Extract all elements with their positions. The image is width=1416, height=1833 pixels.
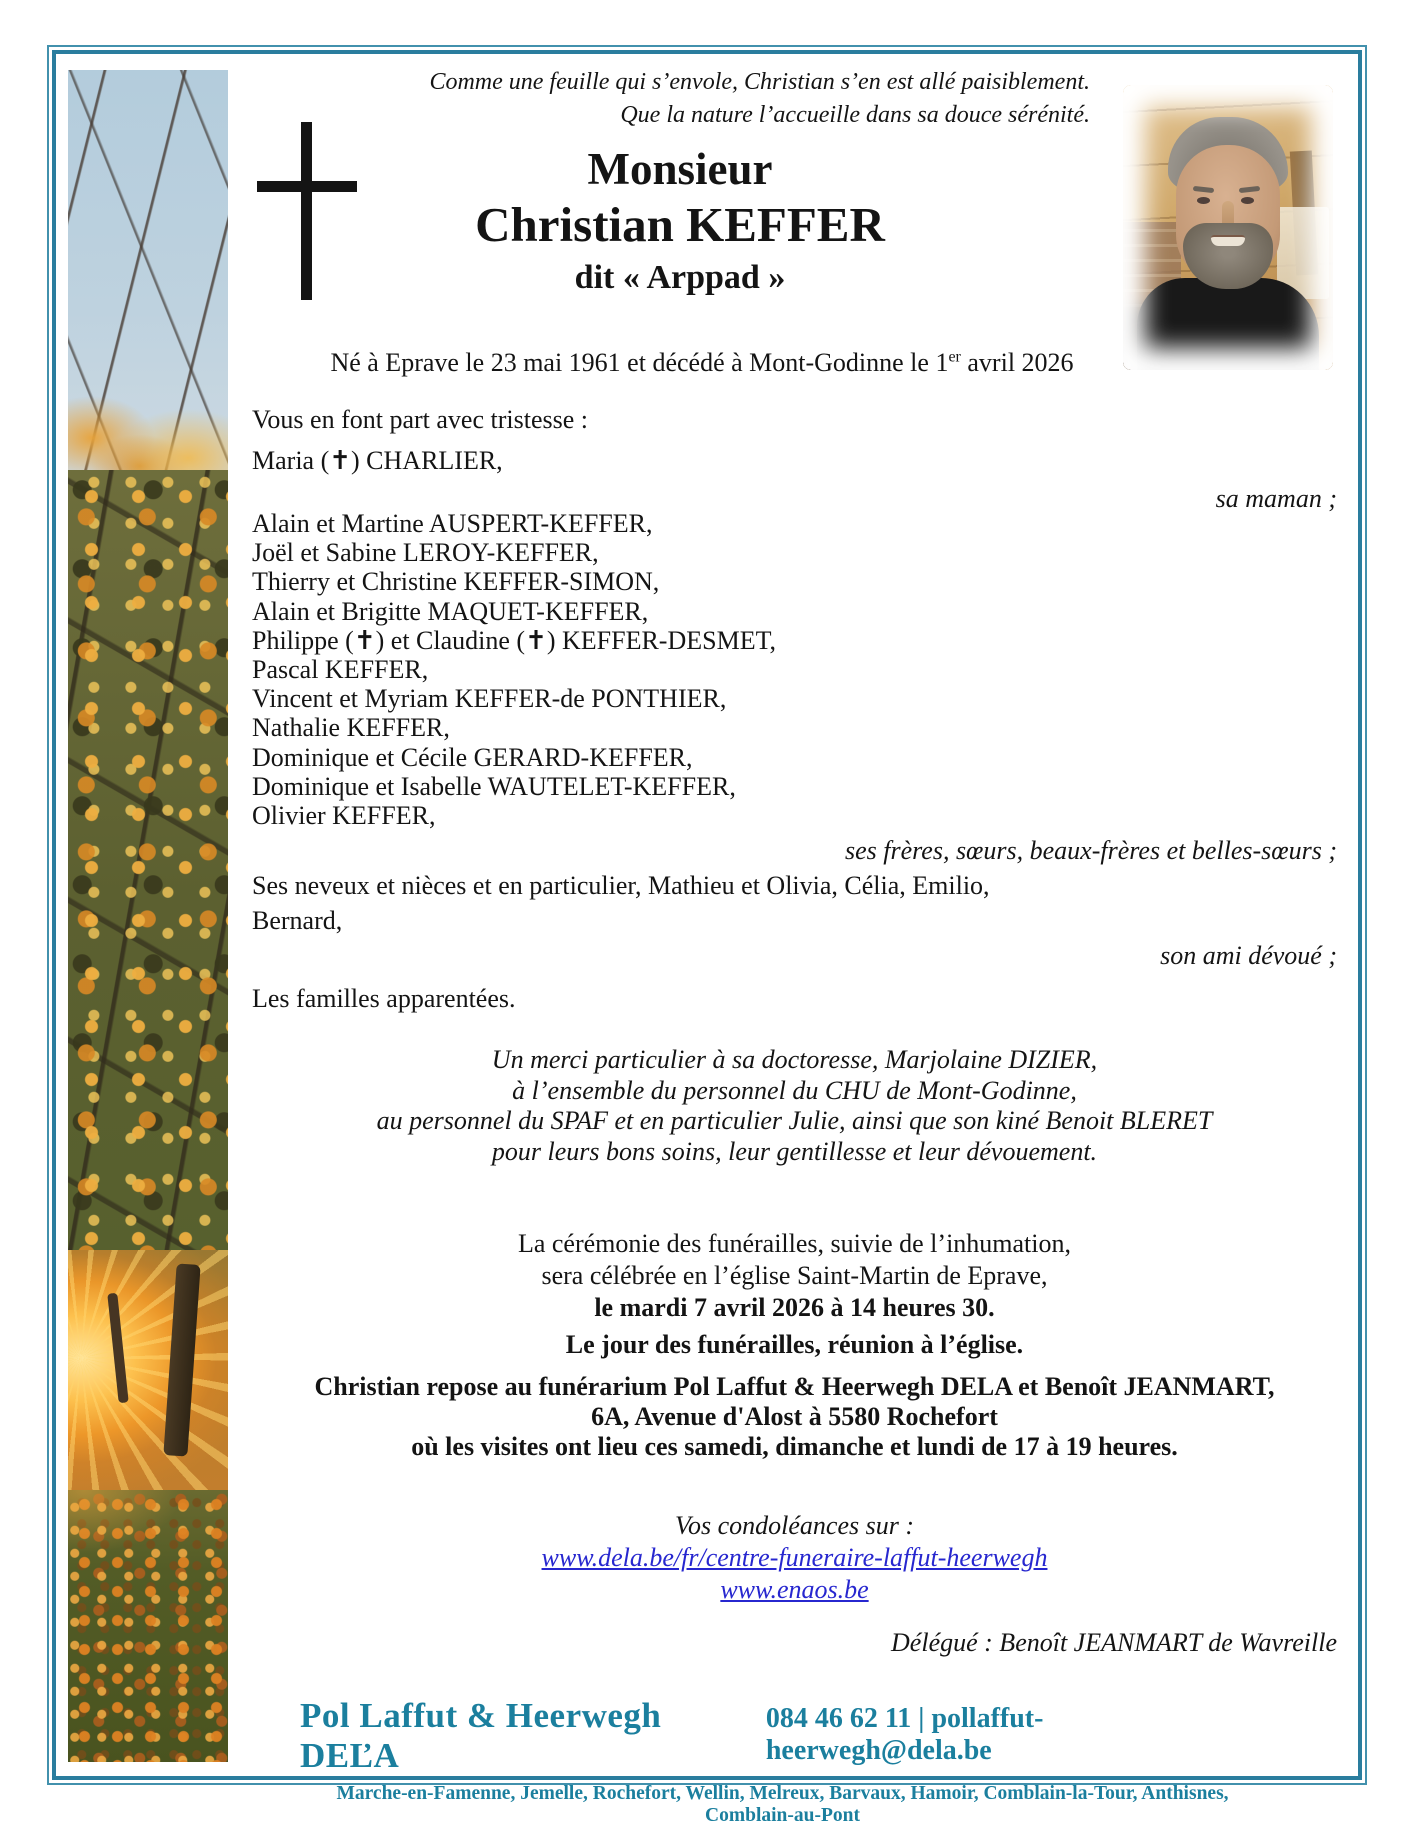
ceremony-line: La cérémonie des funérailles, suivie de l’inhumation, bbox=[517, 1229, 1072, 1258]
ceremony-date-line: le mardi 7 avril 2026 à 14 heures 30. bbox=[594, 1293, 995, 1322]
repose-visits-line: où les visites ont lieu ces samedi, dimanche et lundi de 17 à 19 heures. bbox=[411, 1432, 1178, 1461]
photo-sunburst-band bbox=[68, 1250, 228, 1490]
condolences-link-dela[interactable]: www.dela.be/fr/centre-funeraire-laffut-heerwegh bbox=[541, 1543, 1048, 1572]
condolences-link-enaos[interactable]: www.enaos.be bbox=[720, 1575, 869, 1604]
thanks-line: au personnel du SPAF et en particulier Julie, ainsi que son kiné Benoit BLERET bbox=[376, 1106, 1213, 1135]
sibling-line: Dominique et Isabelle WAUTELET-KEFFER, bbox=[252, 771, 736, 801]
repose-paragraph bbox=[252, 1372, 1337, 1462]
delegate-line: Délégué : Benoît JEANMART de Wavreille bbox=[891, 1628, 1337, 1657]
footer-cities-line: Marche-en-Famenne, Jemelle, Rochefort, Wellin, Melreux, Barvaux, Hamoir, Comblain-la-Tour, Anthisnes, Comblain-au-Pont bbox=[336, 1783, 1229, 1826]
announcement-intro: Vous en font part avec tristesse : bbox=[252, 405, 588, 434]
thanks-line: Un merci particulier à sa doctoresse, Marjolaine DIZIER, bbox=[491, 1045, 1098, 1074]
condolences-block bbox=[252, 1510, 1337, 1606]
footer-brand-row bbox=[300, 1696, 1265, 1776]
deceased-name: Christian KEFFER bbox=[475, 197, 885, 252]
siblings-relation: ses frères, sœurs, beaux-frères et belles-sœurs ; bbox=[844, 836, 1337, 865]
sibling-line: Alain et Martine AUSPERT-KEFFER, bbox=[252, 509, 653, 538]
ordinal-superscript: er bbox=[948, 348, 961, 366]
autumn-trees-photo bbox=[68, 70, 228, 1762]
sibling-line: Alain et Brigitte MAQUET-KEFFER, bbox=[252, 596, 649, 626]
sibling-line: Vincent et Myriam KEFFER-de PONTHIER, bbox=[252, 684, 727, 714]
footer-phone-email: 084 46 62 11 | pollaffut-heerwegh@dela.be bbox=[765, 1703, 1044, 1766]
deceased-title-block bbox=[240, 142, 1120, 302]
photo-canopy-band bbox=[68, 470, 228, 1250]
friend-relation: son ami dévoué ; bbox=[1160, 941, 1337, 970]
birth-death-line bbox=[252, 348, 1152, 378]
thanks-line: à l’ensemble du personnel du CHU de Mont-Godinne, bbox=[512, 1075, 1077, 1105]
sibling-line: Dominique et Cécile GERARD-KEFFER, bbox=[252, 742, 693, 772]
condolences-label: Vos condoléances sur : bbox=[674, 1511, 914, 1540]
repose-line: Christian repose au funérarium Pol Laffut & Heerwegh DELA et Benoît JEANMART, bbox=[314, 1372, 1275, 1401]
portrait-photo bbox=[1123, 85, 1333, 370]
portrait-feathered-edge bbox=[1123, 85, 1333, 370]
friend-line: Bernard, bbox=[252, 906, 343, 935]
ceremony-paragraph bbox=[252, 1228, 1337, 1324]
quote-line-1: Comme une feuille qui s’envole, Christian s’en est allé paisiblement. bbox=[429, 69, 1090, 95]
birth-death-text: Né à Eprave le 23 mai 1961 et décédé à Mont-Godinne le 1 bbox=[330, 348, 949, 377]
nephews-line: Ses neveux et nièces et en particulier, Mathieu et Olivia, Célia, Emilio, bbox=[252, 871, 990, 900]
sibling-line: Philippe (✝) et Claudine (✝) KEFFER-DESMET, bbox=[252, 625, 777, 655]
sibling-line: Olivier KEFFER, bbox=[252, 801, 436, 831]
related-families-line: Les familles apparentées. bbox=[252, 984, 516, 1013]
sibling-line: Pascal KEFFER, bbox=[252, 655, 429, 685]
siblings-list bbox=[252, 509, 776, 830]
mother-line: Maria (✝) CHARLIER, bbox=[252, 446, 503, 475]
birth-death-year: avril 2026 bbox=[960, 348, 1074, 377]
funeral-home-logo: Pol Laffut & Heerwegh DEĽA bbox=[300, 1696, 662, 1775]
thanks-paragraph bbox=[252, 1045, 1337, 1167]
sibling-line: Joël et Sabine LEROY-KEFFER, bbox=[252, 538, 599, 568]
title-prefix: Monsieur bbox=[587, 144, 773, 194]
sibling-line: Nathalie KEFFER, bbox=[252, 713, 450, 743]
repose-address-line: 6A, Avenue d'Alost à 5580 Rochefort bbox=[591, 1402, 998, 1431]
quote-line-2: Que la nature l’accueille dans sa douce sérénité. bbox=[620, 102, 1090, 128]
photo-leafy-ground-band bbox=[68, 1490, 228, 1762]
thanks-line: pour leurs bons soins, leur gentillesse et leur dévouement. bbox=[491, 1136, 1098, 1166]
mother-relation: sa maman ; bbox=[1215, 484, 1337, 513]
ceremony-line: sera célébrée en l’église Saint-Martin de Eprave, bbox=[541, 1261, 1048, 1290]
opening-quote bbox=[300, 66, 1090, 132]
funeral-home-footer bbox=[300, 1696, 1265, 1827]
sibling-line: Thierry et Christine KEFFER-SIMON, bbox=[252, 567, 660, 597]
deceased-nickname: dit « Arppad » bbox=[574, 259, 786, 296]
photo-sky-band bbox=[68, 70, 228, 470]
day-of-funeral-line: Le jour des funérailles, réunion à l’église. bbox=[565, 1330, 1024, 1359]
